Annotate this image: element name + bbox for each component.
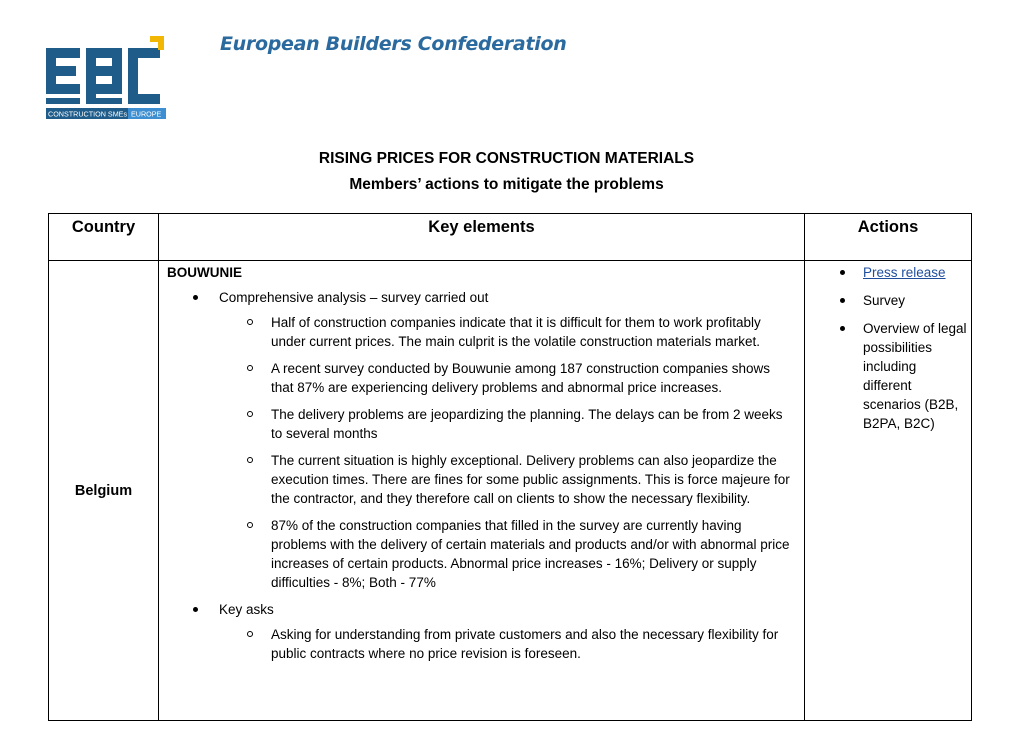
title-line-1: RISING PRICES FOR CONSTRUCTION MATERIALS — [318, 150, 695, 167]
member-organisation: BOUWUNIE — [167, 265, 242, 280]
sub-list — [219, 625, 796, 663]
list-item — [805, 291, 967, 310]
list-item — [805, 319, 967, 433]
bullet-icon — [193, 607, 198, 612]
bullet-icon — [840, 298, 845, 303]
section-label: Key asks — [219, 602, 274, 617]
list-item — [167, 600, 796, 663]
circle-bullet-icon — [247, 319, 253, 325]
organisation-name: European Builders Confederation — [220, 33, 567, 55]
list-item — [167, 288, 796, 592]
point-text: 87% of the construction companies that filled in the survey are currently having problems with the delivery of certain materials and products and/or with abnormal price increases of certain products. Abnormal price increases - 16%; Delivery or supply difficulties - 8%; Both - 77% — [271, 518, 790, 590]
title-line-2: Members’ actions to mitigate the problems — [349, 176, 664, 193]
header-actions: Actions — [805, 214, 972, 261]
key-elements-list — [167, 288, 796, 663]
list-item — [219, 451, 796, 508]
circle-bullet-icon — [247, 457, 253, 463]
list-item — [219, 359, 796, 397]
point-text: Half of construction companies indicate that it is difficult for them to work profitably under current prices. The main culprit is the volatile construction materials market. — [271, 315, 761, 349]
list-item — [219, 516, 796, 592]
point-text: The delivery problems are jeopardizing the planning. The delays can be from 2 weeks to several months — [271, 407, 783, 441]
ebc-logo — [46, 36, 166, 124]
point-text: The current situation is highly exceptional. Delivery problems can also jeopardize the execution times. There are fines for some public assignments. This is force majeure for the contractor, and they therefore call on clients to show the necessary flexibility. — [271, 453, 790, 506]
svg-text:EUROPE: EUROPE — [131, 109, 162, 119]
document-title — [0, 146, 1013, 198]
table-row — [49, 261, 972, 721]
action-text: Survey — [863, 293, 906, 308]
actions-list — [805, 263, 967, 433]
header-key-elements: Key elements — [159, 214, 805, 261]
list-item — [219, 405, 796, 443]
members-actions-table — [48, 213, 972, 721]
bullet-icon — [840, 326, 845, 331]
circle-bullet-icon — [247, 411, 253, 417]
svg-text:CONSTRUCTION SMEs: CONSTRUCTION SMEs — [48, 109, 128, 119]
circle-bullet-icon — [247, 631, 253, 637]
point-text: Asking for understanding from private customers and also the necessary flexibility for public contracts where no price revision is foreseen. — [271, 627, 779, 661]
list-item — [219, 625, 796, 663]
bullet-icon — [193, 295, 198, 300]
list-item — [219, 313, 796, 351]
table-header-row — [49, 214, 972, 261]
key-elements-cell — [159, 261, 805, 721]
country-cell: Belgium — [49, 261, 159, 721]
list-item — [805, 263, 967, 282]
circle-bullet-icon — [247, 522, 253, 528]
header-country: Country — [49, 214, 159, 261]
point-text: A recent survey conducted by Bouwunie among 187 construction companies shows that 87% are experiencing delivery problems and abnormal price increases. — [271, 361, 771, 395]
section-label: Comprehensive analysis – survey carried out — [219, 290, 489, 305]
press-release-link[interactable]: Press release — [863, 265, 946, 280]
action-text: Overview of legal possibilities including different scenarios (B2B, B2PA, B2C) — [863, 321, 967, 431]
circle-bullet-icon — [247, 365, 253, 371]
bullet-icon — [840, 270, 845, 275]
actions-cell — [805, 261, 972, 721]
sub-list — [219, 313, 796, 592]
